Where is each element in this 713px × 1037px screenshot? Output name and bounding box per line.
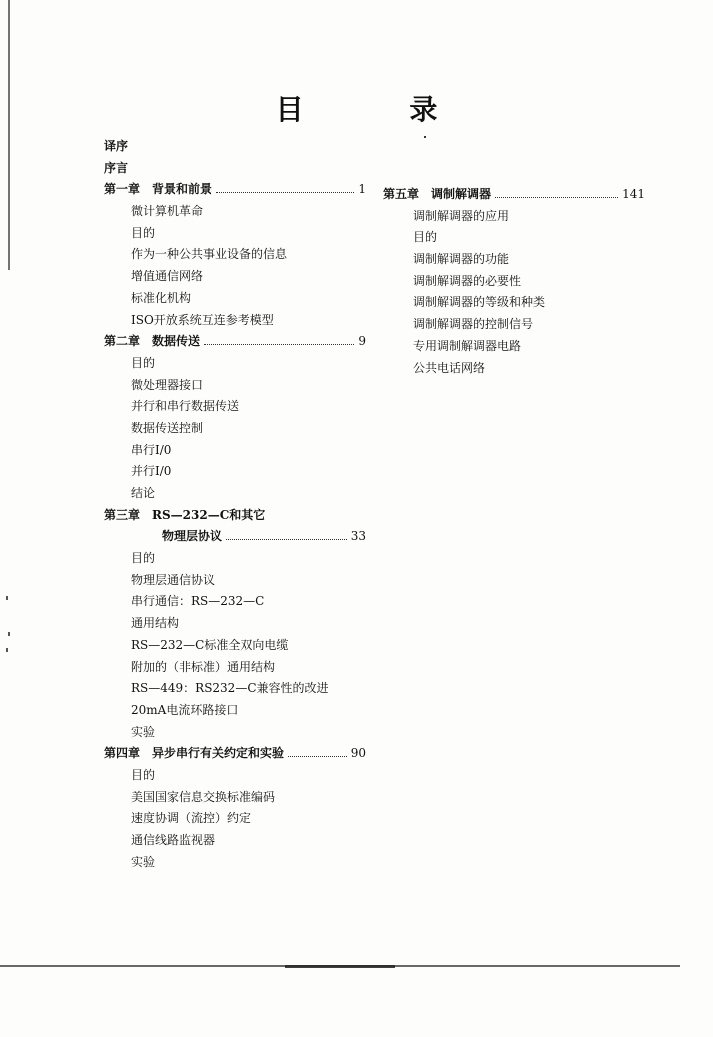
chapter-number: 第三章 [104, 507, 141, 522]
toc-section-item: 串行I/0 [131, 442, 172, 457]
toc-section-item: RS—449：RS232—C兼容性的改进 [131, 681, 329, 696]
toc-section-item: 实验 [131, 854, 156, 869]
page-number: 33 [350, 529, 366, 544]
toc-section-item: 附加的（非标准）通用结构 [131, 659, 276, 674]
toc-section-item: RS—232—C标准全双向电缆 [131, 637, 289, 652]
chapter-title: 背景和前景 [152, 182, 213, 197]
toc-section-item: ISO开放系统互连参考模型 [131, 312, 274, 327]
chapter-number: 第五章 [383, 187, 420, 201]
toc-section-item: 专用调制解调器电路 [413, 338, 522, 353]
toc-chapter-entry [104, 179, 366, 201]
toc-section-item: 通用结构 [131, 616, 180, 631]
page-number: 1 [358, 182, 366, 197]
toc-section-item: 目的 [413, 230, 438, 245]
toc-section-item: 调制解调器的等级和种类 [413, 295, 546, 310]
toc-left-column [104, 136, 366, 873]
chapter-title: 数据传送 [152, 334, 201, 349]
toc-section-item: 调制解调器的功能 [413, 252, 510, 267]
toc-section-item: 公共电话网络 [413, 360, 486, 375]
page-number: 90 [350, 746, 366, 761]
chapter-number: 第一章 [104, 182, 141, 197]
toc-section-item: 速度协调（流控）约定 [131, 811, 252, 826]
toc-section-item: 数据传送控制 [131, 420, 204, 435]
dot-leader [288, 747, 347, 757]
chapter-number: 第四章 [104, 746, 141, 761]
toc-section-item: 微处理器接口 [131, 377, 204, 392]
toc-section-item: 结论 [131, 486, 156, 500]
bottom-rule-thick [285, 965, 395, 968]
toc-section-item: 调制解调器的必要性 [413, 273, 522, 288]
toc-right-column [383, 184, 645, 379]
toc-chapter-continuation [104, 526, 366, 548]
toc-section-item: 串行通信：RS—232—C [131, 594, 265, 609]
toc-section-item: 目的 [131, 767, 156, 782]
toc-heading: 译序 [104, 139, 129, 153]
dot-leader [204, 335, 354, 345]
dot-leader [495, 188, 618, 198]
chapter-title: 物理层协议 [162, 529, 223, 544]
chapter-title: RS—232—C和其它 [152, 507, 266, 522]
toc-section-item: 增值通信网络 [131, 269, 204, 284]
toc-section-item: 20mA电流环路接口 [131, 702, 239, 717]
toc-section-item: 标准化机构 [131, 290, 192, 305]
toc-chapter-entry [104, 743, 366, 765]
toc-section-item: 微计算机革命 [131, 204, 204, 219]
speck-mark [424, 136, 426, 138]
toc-chapter-entry [104, 505, 366, 527]
toc-section-item: 目的 [131, 355, 156, 370]
toc-section-item: 目的 [131, 551, 156, 566]
toc-heading: 序言 [104, 160, 129, 175]
dot-leader [226, 530, 347, 540]
toc-section-item: 物理层通信协议 [131, 572, 216, 587]
toc-chapter-entry [104, 331, 366, 353]
toc-section-item: 调制解调器的应用 [413, 208, 510, 223]
toc-section-item: 目的 [131, 225, 156, 240]
page-number: 141 [622, 187, 645, 201]
toc-section-item: 通信线路监视器 [131, 833, 216, 847]
toc-chapter-entry [383, 184, 645, 206]
chapter-title: 调制解调器 [431, 187, 492, 201]
toc-section-item: 并行和串行数据传送 [131, 399, 240, 414]
toc-section-item: 美国国家信息交换标准编码 [131, 789, 276, 804]
toc-section-item: 实验 [131, 724, 156, 739]
chapter-number: 第二章 [104, 334, 141, 349]
dot-leader [216, 183, 354, 193]
toc-section-item: 调制解调器的控制信号 [413, 317, 534, 332]
margin-marks [4, 596, 12, 656]
binding-edge-line [8, 0, 10, 270]
page-number: 9 [358, 334, 366, 349]
toc-section-item: 作为一种公共事业设备的信息 [131, 247, 288, 262]
chapter-title: 异步串行有关约定和实验 [152, 746, 285, 761]
page-title: 目 录 [275, 93, 486, 126]
toc-section-item: 并行I/0 [131, 464, 172, 479]
